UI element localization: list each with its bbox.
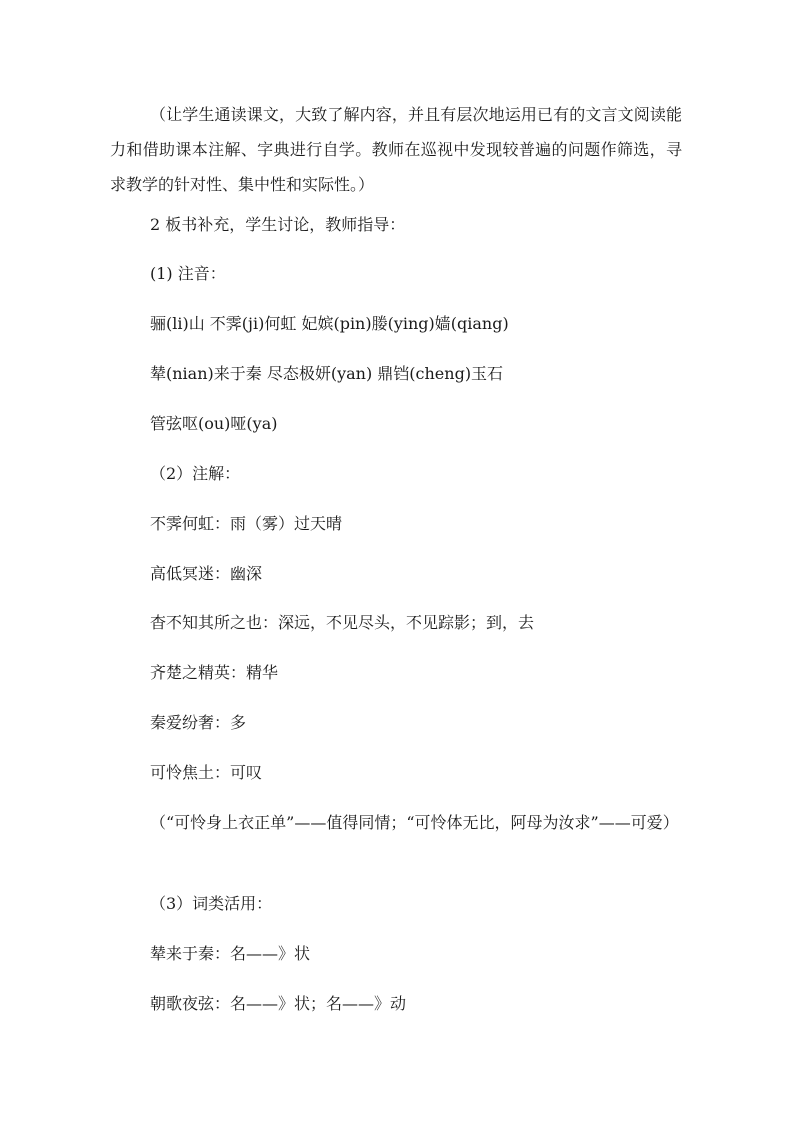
heading-word-class: （3）词类活用： [150, 894, 273, 913]
paragraph-board-supplement: 2 板书补充，学生讨论，教师指导： [150, 215, 406, 234]
word-class-line-1: 辇来于秦：名——》状 [150, 944, 311, 963]
heading-pronunciation: (1) 注音： [150, 264, 226, 283]
annotation-line-3: 杳不知其所之也：深远，不见尽头，不见踪影；到，去 [150, 613, 535, 632]
pronunciation-line-1: 骊(li)山 不霁(ji)何虹 妃嫔(pin)媵(ying)嫱(qiang) [150, 314, 509, 333]
annotation-line-2: 高低冥迷：幽深 [150, 564, 263, 583]
word-class-line-2: 朝歌夜弦：名——》状；名——》动 [150, 994, 407, 1013]
pronunciation-line-3: 管弦呕(ou)哑(ya) [150, 414, 278, 433]
annotation-line-5: 秦爱纷奢：多 [150, 713, 247, 732]
annotation-line-1: 不霁何虹：雨（雾）过天晴 [150, 514, 343, 533]
annotation-example-note: （“可怜身上衣正单”——值得同情；“可怜体无比，阿母为汝求”——可爱） [150, 813, 679, 832]
annotation-line-6: 可怜焦土：可叹 [150, 763, 263, 782]
paragraph-self-study-note: （让学生通读课文，大致了解内容，并且有层次地运用已有的文言文阅读能力和借助课本注解、字典进行自学。教师在巡视中发现较普遍的问题作筛选，寻求教学的针对性、集中性和实际性。） [110, 105, 682, 194]
heading-annotation: （2）注解： [150, 464, 241, 483]
pronunciation-line-2: 辇(nian)来于秦 尽态极妍(yan) 鼎铛(cheng)玉石 [150, 364, 504, 383]
annotation-line-4: 齐楚之精英：精华 [150, 663, 279, 682]
